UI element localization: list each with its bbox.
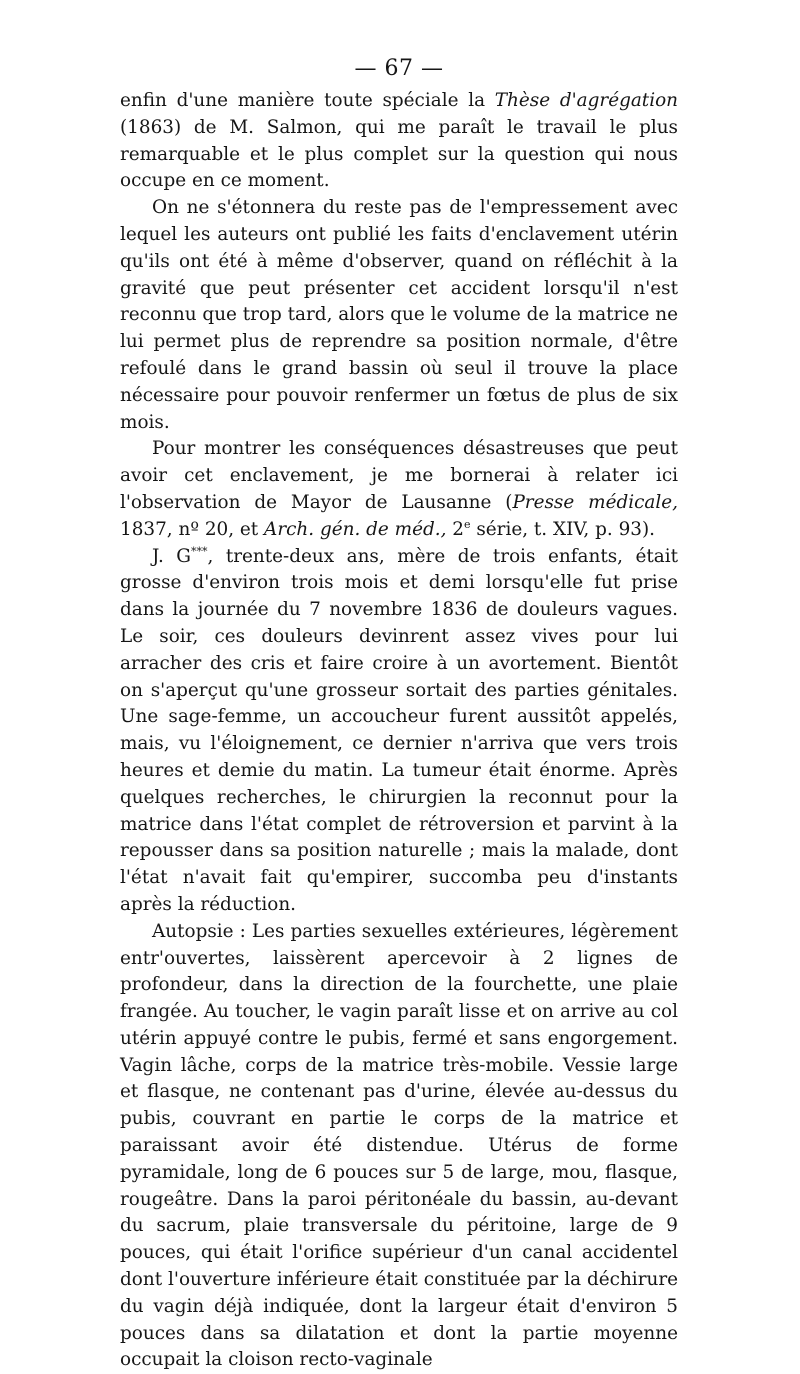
text-span: série, t. XIV, p. 93). [470, 518, 655, 540]
paragraph-3 [120, 436, 678, 543]
text-span: J. G [152, 545, 191, 567]
text-span: enfin d'une manière toute spéciale la [120, 90, 495, 111]
italic-title: Thèse d'agrégation [494, 90, 678, 111]
text-span: 1837, nº 20, et [120, 518, 265, 540]
paragraph-2 [120, 195, 678, 436]
superscript: *** [191, 544, 208, 558]
page-number: — 67 — [354, 56, 444, 81]
text-span: (1863) de M. Salmon, qui me paraît le travail le plus remarquable et le plus complet sur la question qui nous occupe en ce moment. [120, 116, 678, 192]
italic-citation: Presse médicale, [512, 491, 678, 513]
italic-citation: Arch. gén. de méd., [264, 518, 447, 540]
paragraph-5 [120, 919, 678, 1374]
text-span: Autopsie : Les parties sexuelles extérieures, légèrement entr'ouvertes, laissèrent apercevoir à 2 lignes de profondeur, dans la direction de la fourchette, une plaie frangée. Au toucher, le vagin paraît lisse et on arrive au col utérin appuyé contre le pubis, fermé et sans engorgement. Vagin lâche, corps de la matrice très-mobile. Vessie large et flasque, ne contenant pas d'urine, élevée au-dessus du pubis, couvrant en partie le corps de la matrice et paraissant avoir été distendue. Utérus de forme pyramidale, long de 6 pouces sur 5 de large, mou, flasque, rougeâtre. Dans la paroi péritonéale du bassin, au-devant du sacrum, plaie transversale du péritoine, large de 9 pouces, qui était l'orifice supérieur d'un canal accidentel dont l'ouverture inférieure était constituée par la déchirure du vagin déjà indiquée, dont la largeur était d'environ 5 pouces dans sa dilatation et dont la partie moyenne occupait la cloison recto-vaginale [120, 920, 678, 1371]
superscript: e [463, 517, 471, 531]
book-page [120, 52, 678, 1374]
text-span: Pour montrer les conséquences désastreuses que peut avoir cet enclavement, je me bornerai à relater ici l'observation de Mayor de Lausanne ( [120, 438, 678, 513]
text-span: 2 [446, 518, 464, 540]
paragraph-4 [120, 544, 678, 919]
text-span: , trente-deux ans, mère de trois enfants, était grosse d'environ trois mois et demi lorsqu'elle fut prise dans la journée du 7 novembre 1836 de douleurs vagues. Le soir, ces douleurs devinrent assez vives pour lui arracher des cris et faire croire à un avortement. Bientôt on s'aperçut qu'une grosseur sortait des parties génitales. Une sage-femme, un accoucheur furent aussitôt appelés, mais, vu l'éloignement, ce dernier n'arriva que vers trois heures et demie du matin. La tumeur était énorme. Après quelques recherches, le chirurgien la reconnut pour la matrice dans l'état complet de rétroversion et parvint à la repousser dans sa position naturelle ; mais la malade, dont l'état n'avait fait qu'empirer, succomba peu d'instants après la réduction. [120, 545, 679, 915]
text-span: On ne s'étonnera du reste pas de l'empressement avec lequel les auteurs ont publié les faits d'enclavement utérin qu'ils ont été à même d'observer, quand on réfléchit à la gravité que peut présenter cet accident lorsqu'il n'est reconnu que trop tard, alors que le volume de la matrice ne lui permet plus de reprendre sa position normale, d'être refoulé dans le grand bassin où seul il trouve la place nécessaire pour pouvoir renfermer un fœtus de plus de six mois. [120, 197, 678, 433]
paragraph-1 [120, 88, 678, 195]
